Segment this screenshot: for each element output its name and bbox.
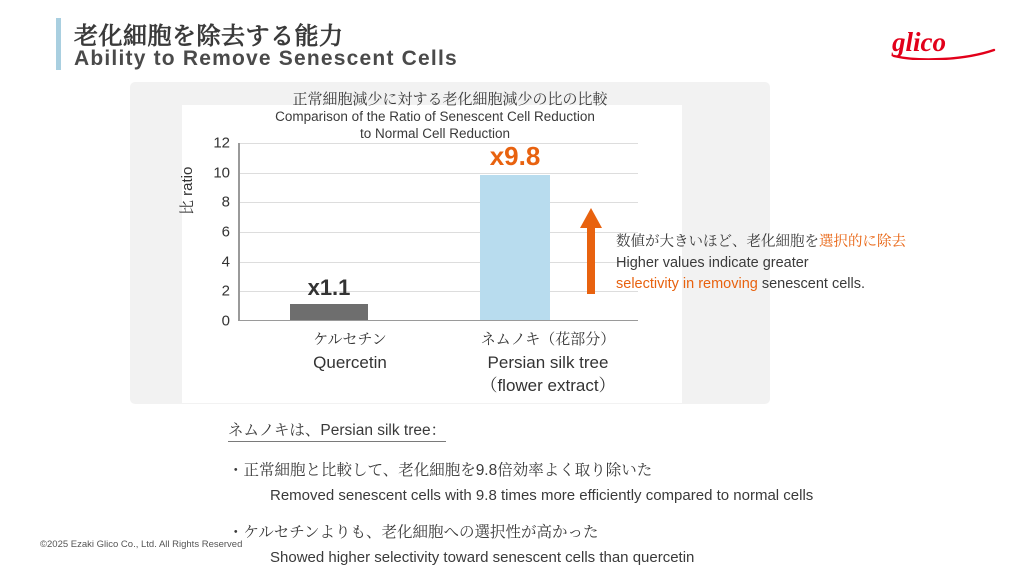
y-tick-10: 10 xyxy=(213,164,230,182)
gridline-10 xyxy=(238,173,638,174)
annotation-en-tail: senescent cells. xyxy=(757,276,866,292)
y-tick-12: 12 xyxy=(213,134,230,152)
gridline-6 xyxy=(238,232,638,233)
x-axis-label-persian-silk-tree xyxy=(430,328,666,397)
upward-arrow-icon xyxy=(580,208,602,294)
chart-title-en xyxy=(185,108,685,142)
notes-section xyxy=(228,418,1008,566)
chart-y-axis xyxy=(238,143,240,321)
annotation-jp-highlight: 選択的に除去 xyxy=(819,234,906,250)
y-tick-0: 0 xyxy=(221,312,230,330)
x-axis-label-persian-silk-tree-en2: （flower extract） xyxy=(480,376,616,395)
x-axis-label-quercetin-jp: ケルセチン xyxy=(313,331,387,348)
note-item-2-en: Showed higher selectivity toward senescent cells than quercetin xyxy=(270,549,695,566)
title-accent-bar xyxy=(56,18,61,70)
note-item-1-en: Removed senescent cells with 9.8 times more efficiently compared to normal cells xyxy=(270,487,814,504)
annotation-jp xyxy=(616,232,1016,253)
annotation-en-highlight: selectivity in removing xyxy=(616,276,758,292)
y-tick-4: 4 xyxy=(221,253,230,271)
chart-y-axis-label: 比 ratio xyxy=(179,166,196,215)
chart-title-jp: 正常細胞減少に対する老化細胞減少の比の比較 xyxy=(292,91,608,108)
annotation-jp-plain: 数値が大きいほど、老化細胞を xyxy=(616,234,819,250)
annotation-en-line2 xyxy=(616,274,1016,295)
x-axis-label-persian-silk-tree-jp: ネムノキ（花部分） xyxy=(480,331,616,348)
bar-value-label-quercetin: x1.1 xyxy=(307,275,351,300)
svg-text:glico: glico xyxy=(892,27,946,57)
page-title-jp: 老化細胞を除去する能力 xyxy=(74,23,344,50)
notes-heading: ネムノキは、Persian silk tree： xyxy=(228,418,446,442)
chart-title-en-line1: Comparison of the Ratio of Senescent Cell Reduction xyxy=(275,109,595,124)
x-axis-label-quercetin-en: Quercetin xyxy=(313,353,387,372)
chart-plot-area xyxy=(213,134,638,330)
y-tick-6: 6 xyxy=(221,223,230,241)
glico-logo xyxy=(890,26,1000,60)
x-axis-label-quercetin xyxy=(238,328,462,374)
bar-persian-silk-tree xyxy=(480,175,550,320)
gridline-12 xyxy=(238,143,638,144)
bar-quercetin xyxy=(290,304,368,320)
chart-title-en-line2: to Normal Cell Reduction xyxy=(359,126,511,141)
chart-annotation xyxy=(616,232,1016,295)
copyright-footer: ©2025 Ezaki Glico Co., Ltd. All Rights Reserved xyxy=(40,539,243,550)
page-title-en: Ability to Remove Senescent Cells xyxy=(74,47,458,70)
y-tick-8: 8 xyxy=(221,193,230,211)
bar-value-label-persian-silk-tree: x9.8 xyxy=(489,141,541,171)
y-tick-2: 2 xyxy=(221,282,230,300)
note-item-2-jp: ・ケルセチンよりも、老化細胞への選択性が高かった xyxy=(228,524,599,541)
gridline-4 xyxy=(238,262,638,263)
note-item-1-jp: ・正常細胞と比較して、老化細胞を9.8倍効率よく取り除いた xyxy=(228,462,653,479)
annotation-en-line1: Higher values indicate greater xyxy=(616,255,809,271)
gridline-8 xyxy=(238,202,638,203)
x-axis-label-persian-silk-tree-en1: Persian silk tree xyxy=(487,353,609,372)
notes-heading-wrap xyxy=(228,418,1008,442)
